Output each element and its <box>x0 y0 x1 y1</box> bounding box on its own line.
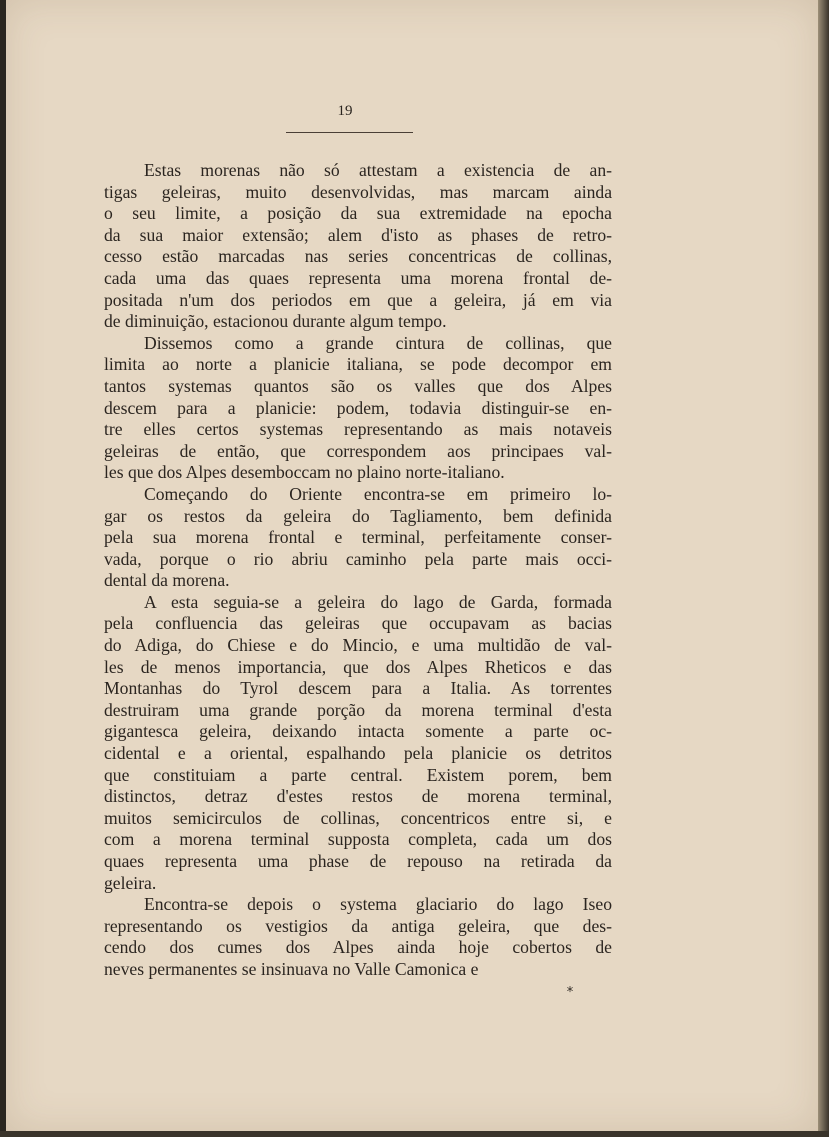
text-line: com a morena terminal supposta completa, cada um dos <box>104 829 612 850</box>
page-bottom-edge <box>0 1131 829 1137</box>
text-line: destruiram uma grande porção da morena terminal d'esta <box>104 699 612 720</box>
body-text <box>104 160 612 981</box>
text-line: muitos semicirculos de collinas, concentricos entre si, e <box>104 807 612 828</box>
text-line: positada n'um dos periodos em que a geleira, já em via <box>104 289 612 310</box>
text-line: Começando do Oriente encontra-se em primeiro lo- <box>144 483 612 504</box>
text-line: Dissemos como a grande cintura de collinas, que <box>144 332 612 353</box>
text-line: da sua maior extensão; alem d'isto as phases de retro- <box>104 224 612 245</box>
text-line: quaes representa uma phase de repouso na retirada da <box>104 851 612 871</box>
paragraph <box>104 592 612 894</box>
text-line: representando os vestigios da antiga geleira, que des- <box>104 915 612 936</box>
text-line: limita ao norte a planicie italiana, se pode decompor em <box>104 354 612 375</box>
text-line: tantos systemas quantos são os valles que dos Alpes <box>104 375 612 396</box>
page-number: 19 <box>337 103 353 119</box>
text-line: vada, porque o rio abriu caminho pela parte mais occi- <box>104 548 612 569</box>
text-line: de diminuição, estacionou durante algum tempo. <box>104 311 447 332</box>
text-line: A esta seguia-se a geleira do lago de Garda, formada <box>144 591 612 612</box>
text-line: distinctos, detraz d'estes restos de morena terminal, <box>104 786 612 807</box>
text-line: que constituiam a parte central. Existem porem, bem <box>104 764 612 785</box>
text-line: tre elles certos systemas representando as mais notaveis <box>104 419 612 440</box>
text-line: geleiras de então, que correspondem aos principaes val- <box>104 440 612 461</box>
text-line: Montanhas do Tyrol descem para a Italia. As torrentes <box>104 678 612 699</box>
text-line: neves permanentes se insinuava no Valle Camonica e <box>104 958 479 979</box>
text-line: tigas geleiras, muito desenvolvidas, mas marcam ainda <box>104 181 612 202</box>
header-rule <box>286 132 413 133</box>
text-line: o seu limite, a posição da sua extremidade na epocha <box>104 203 612 224</box>
page-edge-shadow <box>818 0 829 1137</box>
text-line: les que dos Alpes desemboccam no plaino norte-italiano. <box>104 462 505 483</box>
text-line: do Adiga, do Chiese e do Mincio, e uma multidão de val- <box>104 635 612 656</box>
text-line: cidental e a oriental, espalhando pela planicie os detritos <box>104 743 612 764</box>
text-line: cesso estão marcadas nas series concentricas de collinas, <box>104 246 612 267</box>
text-line: Encontra-se depois o systema glaciario do lago Iseo <box>144 894 612 915</box>
text-line: gar os restos da geleira do Tagliamento, bem definida <box>104 505 612 526</box>
text-line: geleira. <box>104 872 157 893</box>
paragraph <box>104 333 612 484</box>
text-line: gigantesca geleira, deixando intacta somente a parte oc- <box>104 721 612 742</box>
text-line: dental da morena. <box>104 570 230 591</box>
text-line: pela sua morena frontal e terminal, perfeitamente conser- <box>104 527 612 548</box>
text-line: Estas morenas não só attestam a existencia de an- <box>144 160 612 180</box>
text-line: cendo dos cumes dos Alpes ainda hoje cobertos de <box>104 937 612 958</box>
paragraph <box>104 484 612 592</box>
text-line: descem para a planicie: podem, todavia distinguir-se en- <box>104 397 612 418</box>
text-line: les de menos importancia, que dos Alpes Rheticos e das <box>104 656 612 677</box>
paragraph <box>104 160 612 333</box>
text-line: cada uma das quaes representa uma morena frontal de- <box>104 267 612 288</box>
paragraph <box>104 894 612 980</box>
footer-signature-mark: * <box>566 985 574 1000</box>
text-line: pela confluencia das geleiras que occupavam as bacias <box>104 613 612 634</box>
